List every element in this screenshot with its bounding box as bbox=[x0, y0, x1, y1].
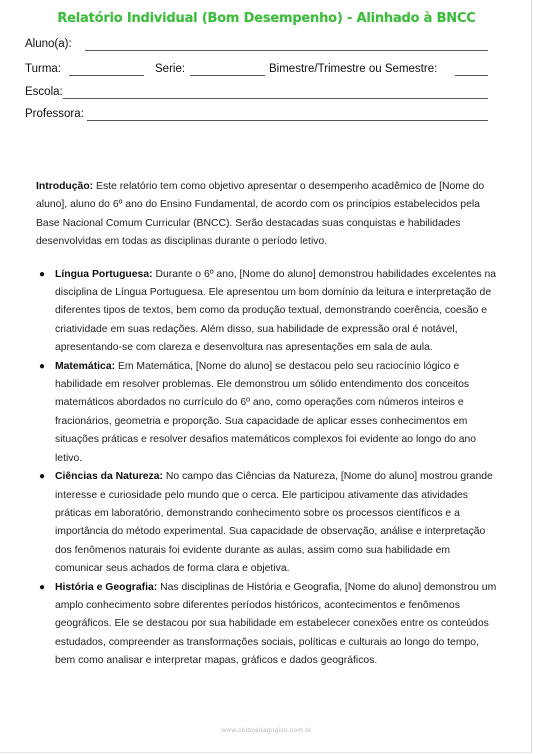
list-item bbox=[36, 579, 498, 671]
aluno-label: Aluno(a): bbox=[25, 38, 72, 50]
serie-label: Serie: bbox=[155, 63, 186, 75]
bimestre-line[interactable] bbox=[455, 75, 488, 76]
professora-label: Professora: bbox=[25, 108, 84, 120]
intro-paragraph bbox=[36, 178, 498, 252]
bullet-icon: ● bbox=[39, 581, 46, 593]
subject-label: História e Geografia: bbox=[55, 581, 158, 593]
subjects-list bbox=[36, 266, 498, 671]
subject-text: Nas disciplinas de História e Geografia, [Nome do aluno] demonstrou um amplo conhecimento sobre diferentes períodos históricos, acontecimentos e fenômenos geográficos. Ele se destacou por sua habilidade em estabelecer conexões entre os conteúdos estudados, compreender as transformações sociais, políticas e culturais ao longo do tempo, bem como analisar e interpretar mapas, gráficos e dados geográficos. bbox=[55, 581, 497, 667]
subject-label: Matemática: bbox=[55, 360, 116, 372]
bullet-icon: ● bbox=[39, 471, 46, 483]
list-item bbox=[36, 266, 498, 358]
intro-label: Introdução: bbox=[36, 181, 94, 192]
bullet-icon: ● bbox=[39, 360, 46, 372]
subject-text: No campo das Ciências da Natureza, [Nome do aluno] mostrou grande interesse e curiosidade pelo mundo que o cerca. Ele participou ativamente das atividades práticas em laboratório, demonstrando conhecimento sobre os processos científicos e a importância do método experimental. Sua capacidade de observação, análise e interpretação dos fenômenos naturais foi evidente durante as aulas, assim como sua habilidade em comunicar seus achados de forma clara e objetiva. bbox=[55, 471, 493, 575]
escola-label: Escola: bbox=[25, 86, 63, 98]
subject-text: Durante o 6º ano, [Nome do aluno] demonstrou habilidades excelentes na disciplina de Língua Portuguesa. Ele apresentou um bom domínio da leitura e interpretação de diferentes tipos de textos, bem como da produção textual, demonstrando coerência, coesão e criatividade em suas redações. Além disso, sua habilidade de expressão oral é notável, apresentando-se com clareza e desenvoltura nas apresentações em sala de aula. bbox=[55, 268, 497, 354]
professora-line[interactable] bbox=[87, 120, 488, 121]
serie-line[interactable] bbox=[190, 75, 265, 76]
subject-label: Língua Portuguesa: bbox=[55, 268, 153, 280]
bullet-icon: ● bbox=[39, 268, 46, 280]
list-item bbox=[36, 468, 498, 578]
bimestre-label: Bimestre/Trimestre ou Semestre: bbox=[269, 63, 438, 75]
intro-text: Este relatório tem como objetivo apresentar o desempenho acadêmico de [Nome do aluno], aluno do 6º ano do Ensino Fundamental, de acordo com os princípios estabelecidos pela Base Nacional Comum Curricular (BNCC). Serão destacadas suas conquistas e habilidades desenvolvidas em todas as disciplinas durante o período letivo. bbox=[36, 181, 485, 248]
document-title: Relatório Individual (Bom Desempenho) - Alinhado à BNCC bbox=[57, 11, 476, 26]
subject-label: Ciências da Natureza: bbox=[55, 471, 163, 483]
turma-line[interactable] bbox=[69, 75, 144, 76]
subject-text: Em Matemática, [Nome do aluno] se destacou pelo seu raciocínio lógico e habilidade em resolver problemas. Ele demonstrou um sólido entendimento dos conceitos matemáticos abordados no currículo do 6º ano, como operações com números inteiros e fracionários, geometria e proporção. Sua capacidade de aplicar esses conhecimentos em situações práticas e resolver desafios matemáticos complexos foi evidente ao longo do ano letivo. bbox=[55, 360, 477, 464]
report-body bbox=[36, 178, 498, 671]
escola-line[interactable] bbox=[63, 98, 488, 99]
footer-watermark: www.clubpedagogico.com.br bbox=[221, 727, 312, 734]
list-item bbox=[36, 358, 498, 468]
aluno-line[interactable] bbox=[85, 50, 488, 51]
turma-label: Turma: bbox=[25, 63, 61, 75]
